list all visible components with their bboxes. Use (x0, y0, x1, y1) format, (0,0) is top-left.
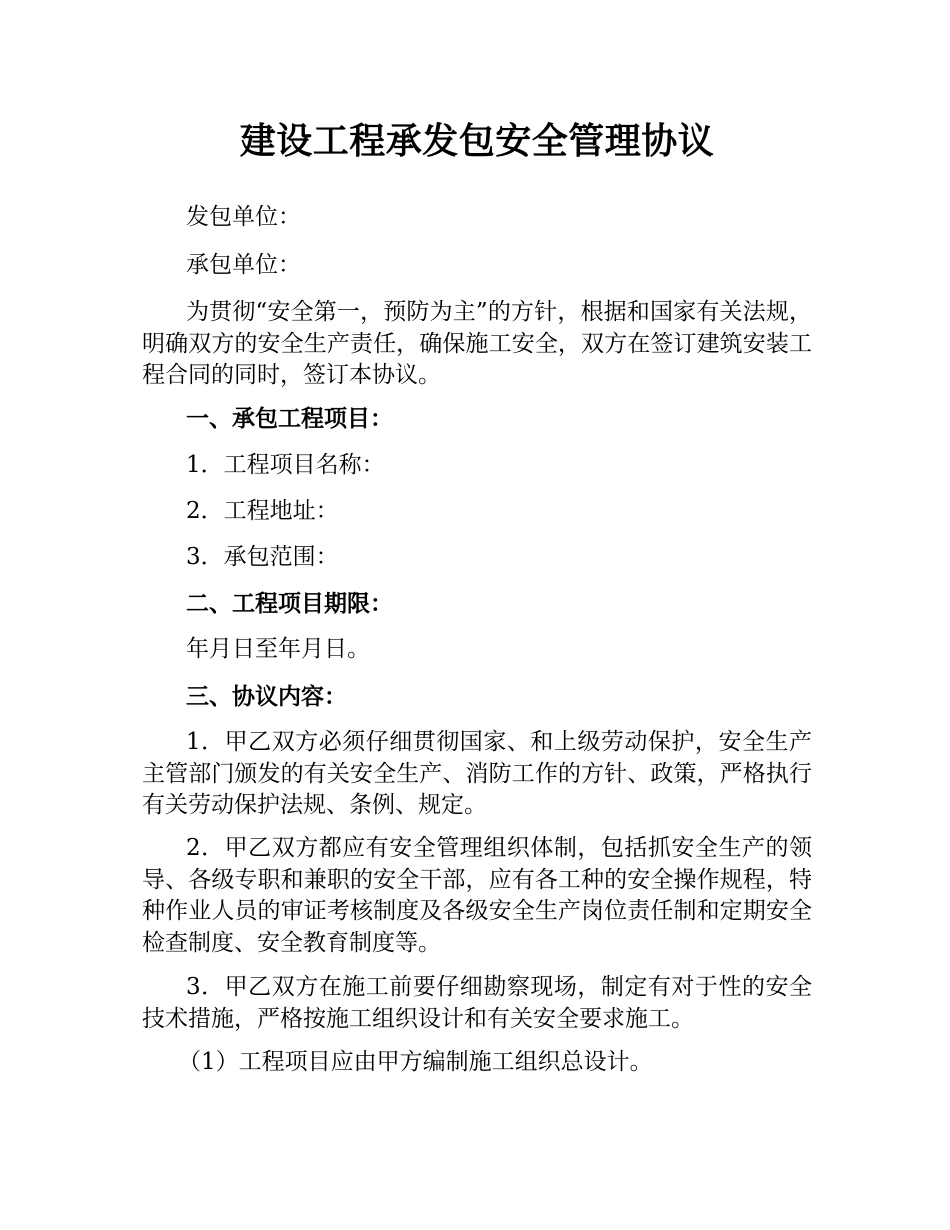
contract-scope-line: 3．承包范围： (186, 544, 339, 570)
clause-1-paragraph: 1．甲乙双方必须仔细贯彻国家、和上级劳动保护，安全生产主管部门颁发的有关安全生产、消防工作的方针、政策，严格执行有关劳动保护法规、条例、规定。 (142, 729, 812, 818)
clause-2-paragraph: 2．甲乙双方都应有安全管理组织体制，包括抓安全生产的领导、各级专职和兼职的安全干部，应有各工种的安全操作规程，特种作业人员的审证考核制度及各级安全生产岗位责任制和定期安全检查制度、安全教育制度等。 (142, 835, 812, 956)
clause-3-paragraph: 3．甲乙双方在施工前要仔细勘察现场，制定有对于性的安全技术措施，严格按施工组织设计和有关安全要求施工。 (142, 974, 812, 1032)
project-name-line: 1．工程项目名称： (186, 452, 385, 478)
section-heading-content: 三、协议内容： (186, 683, 347, 710)
contractor-line: 承包单位： (186, 252, 301, 278)
clause-3-sub-1-paragraph: （1）工程项目应由甲方编制施工组织总设计。 (178, 1049, 653, 1075)
section-heading-project: 一、承包工程项目： (186, 405, 393, 432)
issuer-line: 发包单位： (186, 204, 301, 230)
period-line: 年月日至年月日。 (186, 636, 370, 662)
section-heading-period: 二、工程项目期限： (186, 590, 393, 617)
project-address-line: 2．工程地址： (186, 498, 339, 524)
preamble-paragraph: 为贯彻“安全第一，预防为主”的方针，根据和国家有关法规，明确双方的安全生产责任，确保施工安全，双方在签订建筑安装工程合同的同时，签订本协议。 (142, 299, 812, 388)
document-title: 建设工程承发包安全管理协议 (239, 120, 715, 162)
